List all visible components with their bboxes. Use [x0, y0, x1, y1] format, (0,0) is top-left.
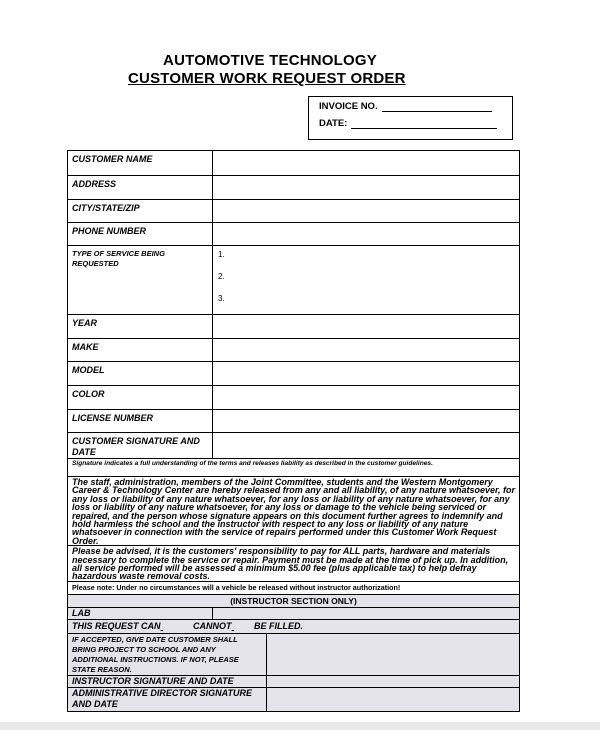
request-cannot-label: CANNOT	[193, 620, 232, 631]
customer-name-field[interactable]	[213, 151, 520, 176]
request-status	[68, 619, 520, 633]
work-request-table	[67, 150, 520, 712]
color-label: COLOR	[68, 386, 213, 410]
row-service	[68, 246, 520, 315]
row-payment	[68, 546, 520, 582]
address-field[interactable]	[213, 176, 520, 200]
row-color	[68, 386, 520, 410]
invoice-date-line[interactable]	[351, 119, 497, 129]
row-make	[68, 339, 520, 362]
make-label: MAKE	[68, 339, 213, 362]
lab-label: LAB	[68, 607, 213, 619]
can-blank[interactable]	[161, 620, 191, 633]
lab-field[interactable]	[213, 607, 520, 619]
city-state-zip-field[interactable]	[213, 200, 520, 223]
accepted-instructions-label: IF ACCEPTED, GIVE DATE CUSTOMER SHALL BRING PROJECT TO SCHOOL AND ANY ADDITIONAL INSTRUCTIONS. IF NOT, PLEASE STATE REASON.	[68, 633, 267, 675]
customer-signature-field[interactable]	[213, 433, 520, 459]
row-instructor-signature	[68, 675, 520, 687]
phone-number-field[interactable]	[213, 223, 520, 246]
row-customer-name	[68, 151, 520, 176]
service-item-2[interactable]: 2.	[218, 272, 225, 281]
phone-number-label: PHONE NUMBER	[68, 223, 213, 246]
license-number-label: LICENSE NUMBER	[68, 410, 213, 433]
invoice-number-line[interactable]	[382, 102, 492, 112]
service-requested-label: TYPE OF SERVICE BEING REQUESTED	[68, 246, 213, 315]
signature-note: Signature indicates a full understanding of the terms and releases liability as described in the customer guidelines.	[68, 459, 520, 477]
city-state-zip-label: CITY/STATE/ZIP	[68, 200, 213, 223]
row-signature-note	[68, 459, 520, 477]
director-signature-label: ADMINISTRATIVE DIRECTOR SIGNATURE AND DATE	[68, 687, 267, 711]
license-number-field[interactable]	[213, 410, 520, 433]
model-field[interactable]	[213, 362, 520, 386]
instructor-section-title: (INSTRUCTOR SECTION ONLY)	[68, 594, 520, 607]
invoice-number-field[interactable]	[319, 101, 492, 112]
invoice-number-label: INVOICE NO.	[319, 101, 378, 112]
invoice-date-field[interactable]	[319, 118, 497, 129]
row-model	[68, 362, 520, 386]
row-address	[68, 176, 520, 200]
service-item-3[interactable]: 3.	[218, 294, 225, 303]
customer-name-label: CUSTOMER NAME	[68, 151, 213, 176]
invoice-date-label: DATE:	[319, 118, 348, 129]
director-signature-field[interactable]	[267, 687, 520, 711]
release-text: The staff, administration, members of the Joint Committee, students and the Western Montgomery Career & Technology Center are hereby released from any and all liability, of any nature whatsoever, for any loss or liability of any nature whatsoever, for any loss or liability of any nature whatsoever, for any loss or liability of any nature whatsoever, for any loss or damage to the vehicle being serviced or repaired, and the person whose signature appears on this document further agrees to indemnify and hold harmless the school and the instructor with respect to any loss or liability of any nature whatsoever in connection with the service of repairs performed under this Customer Work Request Order.	[68, 477, 520, 546]
row-can-cannot	[68, 619, 520, 633]
request-filled-label: BE FILLED.	[254, 620, 304, 631]
row-release	[68, 477, 520, 546]
row-director-signature	[68, 687, 520, 711]
release-warning: Please note: Under no circumstances will a vehicle be released without instructor authorization!	[68, 581, 520, 594]
instructor-signature-field[interactable]	[267, 675, 520, 687]
make-field[interactable]	[213, 339, 520, 362]
customer-signature-label: CUSTOMER SIGNATURE AND DATE	[68, 433, 213, 459]
cannot-blank[interactable]	[232, 620, 252, 633]
page-bottom-edge	[0, 722, 600, 730]
model-label: MODEL	[68, 362, 213, 386]
row-city	[68, 200, 520, 223]
service-item-1[interactable]: 1.	[218, 250, 225, 259]
row-accepted	[68, 633, 520, 675]
instructor-signature-label: INSTRUCTOR SIGNATURE AND DATE	[68, 675, 267, 687]
row-year	[68, 315, 520, 339]
row-instructor-title	[68, 594, 520, 607]
form-title: AUTOMOTIVE TECHNOLOGY	[163, 52, 377, 69]
row-lab	[68, 607, 520, 619]
invoice-box	[308, 96, 513, 140]
color-field[interactable]	[213, 386, 520, 410]
address-label: ADDRESS	[68, 176, 213, 200]
service-requested-field[interactable]	[213, 246, 520, 315]
row-warning	[68, 581, 520, 594]
row-phone	[68, 223, 520, 246]
row-license	[68, 410, 520, 433]
year-label: YEAR	[68, 315, 213, 339]
payment-text: Please be advised, it is the customers' responsibility to pay for ALL parts, hardware and materials necessary to complete the service or repair. Payment must be made at the time of pick up. In addition, all service performed will be assessed a minimum $5.00 fee (plus applicable tax) to help defray hazardous waste removal costs.	[68, 546, 520, 582]
form-subtitle: CUSTOMER WORK REQUEST ORDER	[128, 70, 406, 87]
accepted-instructions-field[interactable]	[267, 633, 520, 675]
row-signature	[68, 433, 520, 459]
request-can-label: THIS REQUEST CAN	[72, 620, 161, 631]
year-field[interactable]	[213, 315, 520, 339]
